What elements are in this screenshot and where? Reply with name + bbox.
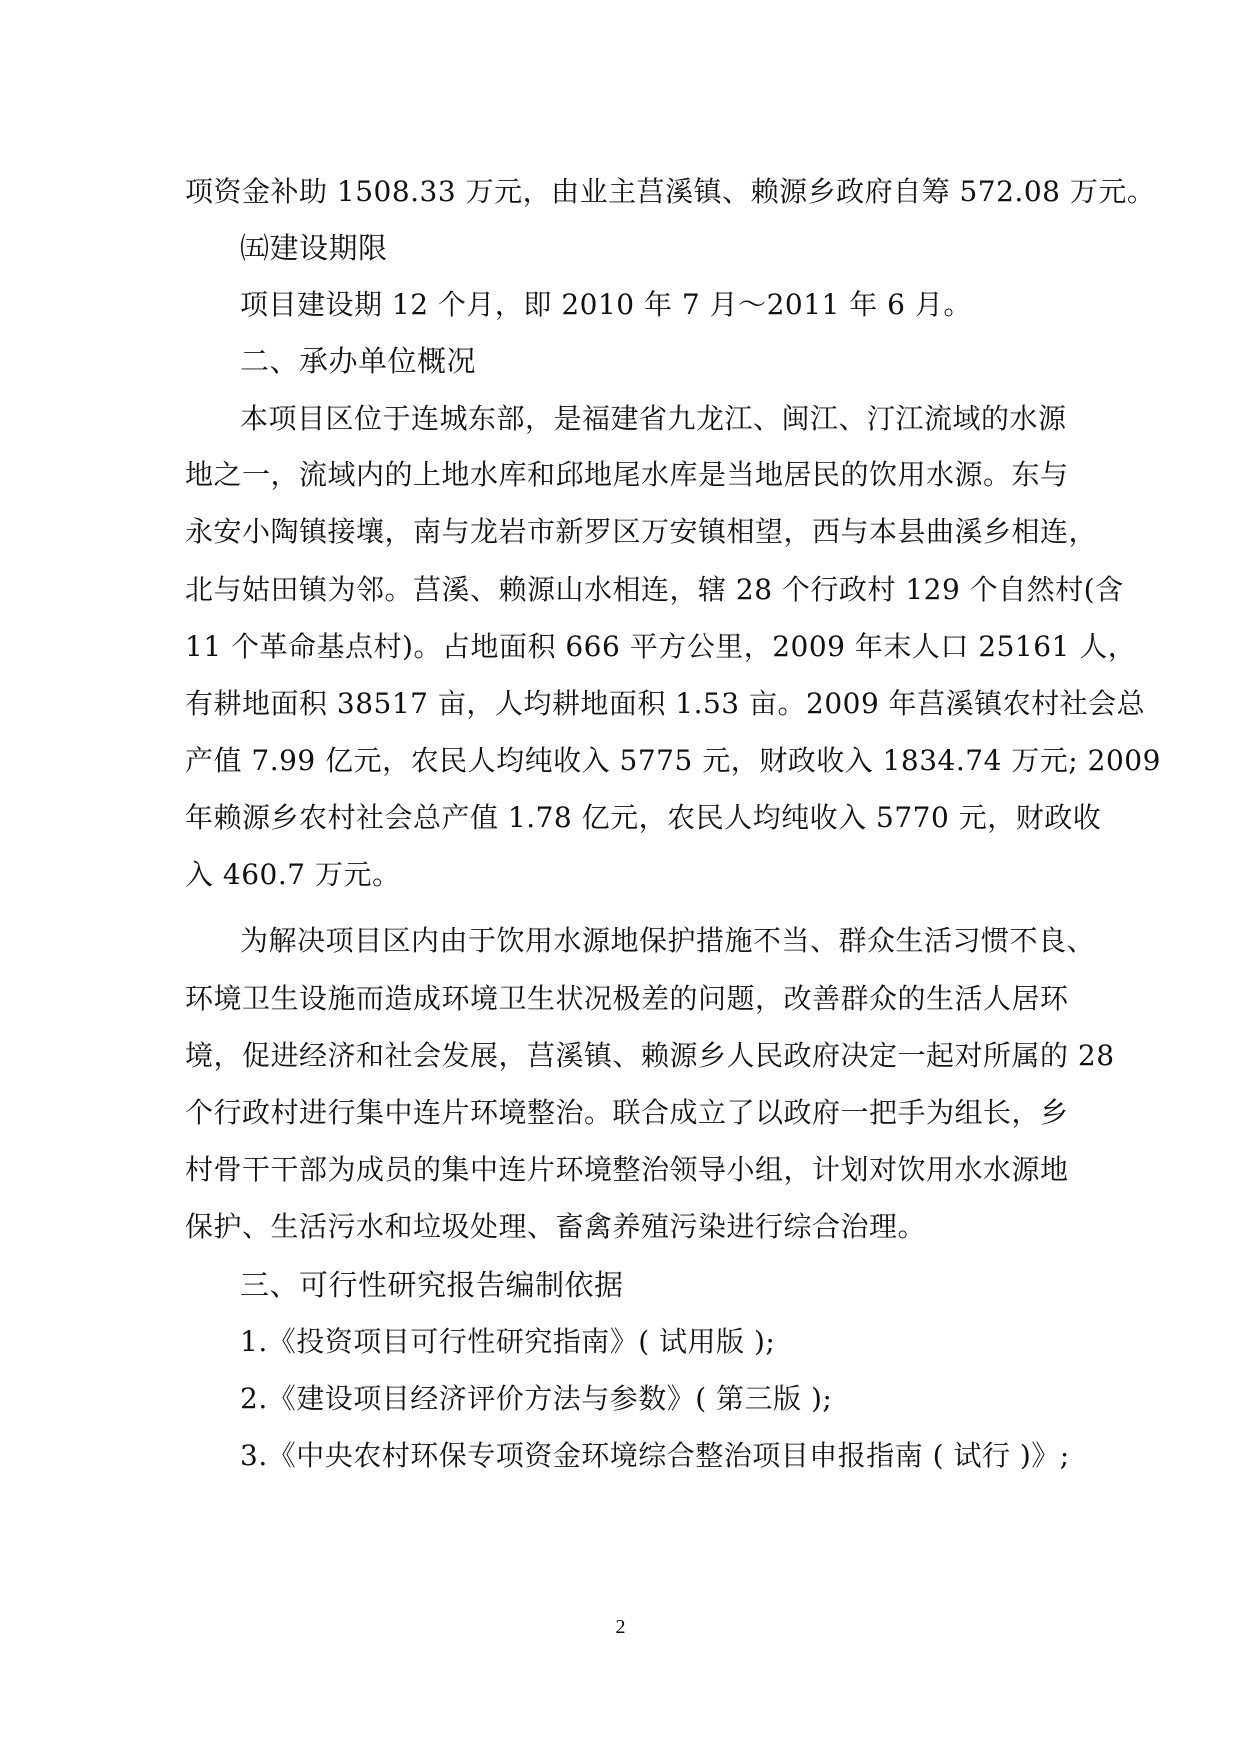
paragraph-line: 年赖源乡农村社会总产值 1.78 亿元，农民人均纯收入 5770 元，财政收 — [185, 801, 1102, 834]
paragraph-line: 北与姑田镇为邻。莒溪、赖源山水相连，辖 28 个行政村 129 个自然村(含 — [185, 573, 1124, 606]
paragraph-line: 本项目区位于连城东部，是福建省九龙江、闽江、汀江流域的水源 — [240, 402, 1067, 435]
list-item: 3.《中央农村环保专项资金环境综合整治项目申报指南 ( 试行 )》; — [240, 1439, 1070, 1472]
paragraph-line: 入 460.7 万元。 — [185, 858, 401, 891]
page-number: 2 — [615, 1616, 626, 1638]
paragraph-line: 11 个革命基点村)。占地面积 666 平方公里，2009 年末人口 25161 人， — [185, 630, 1137, 663]
section-heading: 三、可行性研究报告编制依据 — [240, 1268, 624, 1302]
paragraph-line: 项资金补助 1508.33 万元，由业主莒溪镇、赖源乡政府自筹 572.08 万元。 — [185, 175, 1156, 208]
paragraph-line: 为解决项目区内由于饮用水源地保护措施不当、群众生活习惯不良、 — [240, 924, 1096, 957]
paragraph-line: 个行政村进行集中连片环境整治。联合成立了以政府一把手为组长，乡 — [185, 1096, 1069, 1129]
paragraph-line: 产值 7.99 亿元，农民人均纯收入 5775 元，财政收入 1834.74 万元; 2009 — [185, 744, 1161, 777]
paragraph-line: 有耕地面积 38517 亩，人均耕地面积 1.53 亩。2009 年莒溪镇农村社会总 — [185, 687, 1146, 720]
paragraph-line: 村骨干干部为成员的集中连片环境整治领导小组，计划对饮用水水源地 — [185, 1153, 1069, 1186]
list-item: 2.《建设项目经济评价方法与参数》( 第三版 ); — [240, 1382, 833, 1415]
section-heading: ㈤建设期限 — [240, 231, 388, 265]
paragraph-line: 永安小陶镇接壤，南与龙岩市新罗区万安镇相望，西与本县曲溪乡相连， — [185, 515, 1098, 548]
paragraph-line: 境，促进经济和社会发展，莒溪镇、赖源乡人民政府决定一起对所属的 28 — [185, 1039, 1115, 1072]
paragraph-line: 项目建设期 12 个月，即 2010 年 7 月～2011 年 6 月。 — [240, 288, 972, 321]
paragraph-line: 保护、生活污水和垃圾处理、畜禽养殖污染进行综合治理。 — [185, 1210, 927, 1243]
paragraph-line: 地之一，流域内的上地水库和邱地尾水库是当地居民的饮用水源。东与 — [185, 458, 1069, 491]
paragraph-line: 环境卫生设施而造成环境卫生状况极差的问题，改善群众的生活人居环 — [185, 982, 1069, 1015]
section-heading: 二、承办单位概况 — [240, 344, 477, 378]
list-item: 1.《投资项目可行性研究指南》( 试用版 ); — [240, 1325, 776, 1358]
